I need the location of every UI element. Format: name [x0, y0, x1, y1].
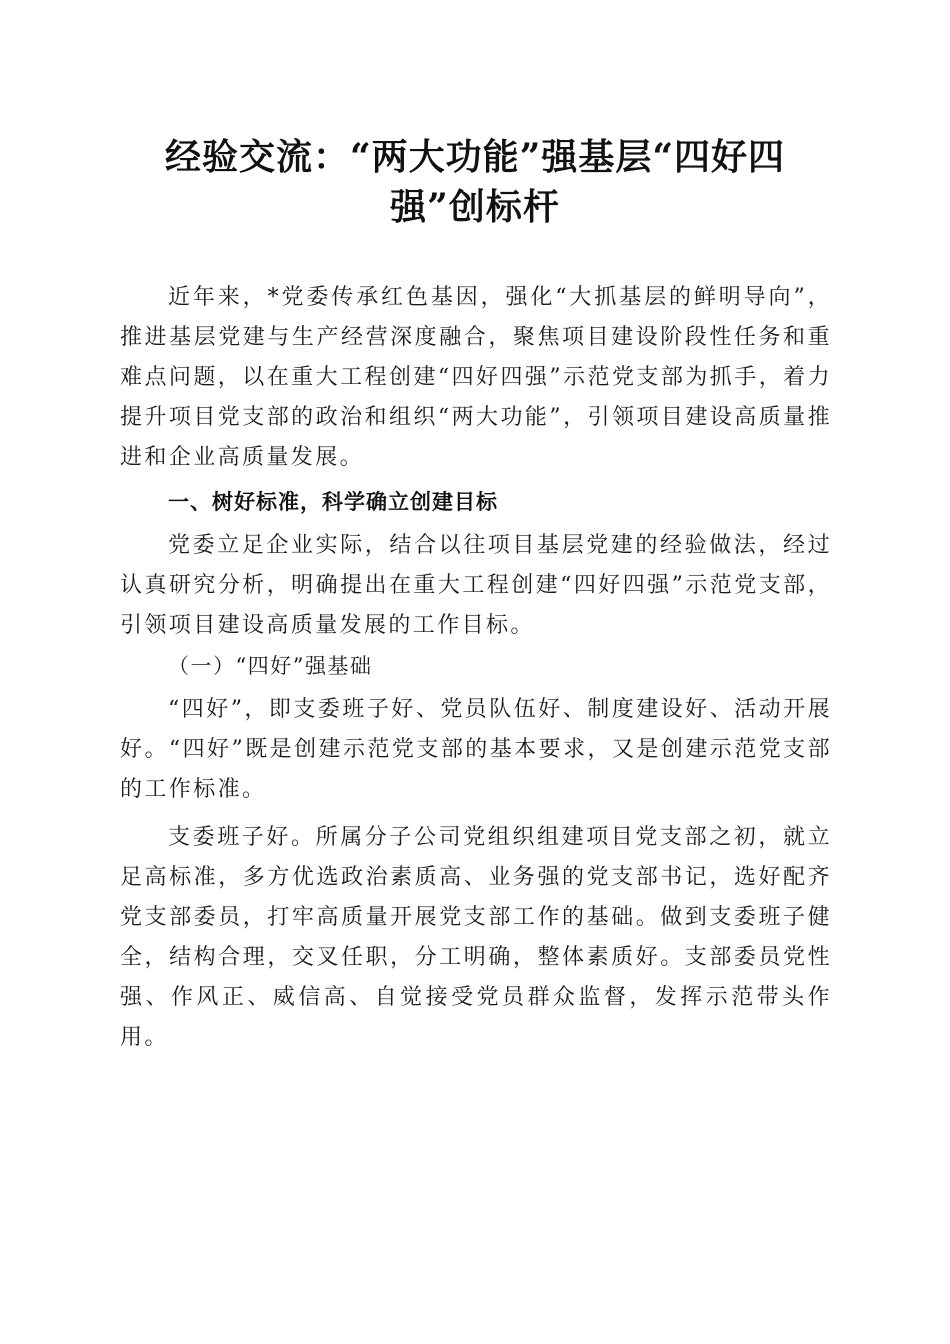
intro-paragraph: 近年来，*党委传承红色基因，强化“大抓基层的鲜明导向”，推进基层党建与生产经营深度融合，聚焦项目建设阶段性任务和重难点问题，以在重大工程创建“四好四强”示范党支部为抓手，着力提升项目党支部的政治和组织“两大功能”，引领项目建设高质量推进和企业高质量发展。 [120, 285, 832, 470]
section-1-paragraph: 党委立足企业实际，结合以往项目基层党建的经验做法，经过认真研究分析，明确提出在重大工程创建“四好四强”示范党支部，引领项目建设高质量发展的工作目标。 [120, 533, 832, 638]
document-title: 经验交流：“两大功能”强基层“四好四强”创标杆 [164, 136, 786, 228]
document-body [120, 278, 832, 1058]
section-1-heading: 一、树好标准，科学确立创建目标 [168, 490, 498, 514]
subsection-1-paragraph: “四好”，即支委班子好、党员队伍好、制度建设好、活动开展好。“四好”既是创建示范党支部的基本要求，又是创建示范党支部的工作标准。 [120, 697, 832, 802]
subsection-1-heading: （一）“四好”强基础 [168, 654, 373, 678]
subsection-1-detail-paragraph: 支委班子好。所属分子公司党组织组建项目党支部之初，就立足高标准，多方优选政治素质高、业务强的党支部书记，选好配齐党支部委员，打牢高质量开展党支部工作的基础。做到支委班子健全，结构合理，交叉任职，分工明确，整体素质好。支部委员党性强、作风正、威信高、自觉接受党员群众监督，发挥示范带头作用。 [120, 825, 832, 1050]
